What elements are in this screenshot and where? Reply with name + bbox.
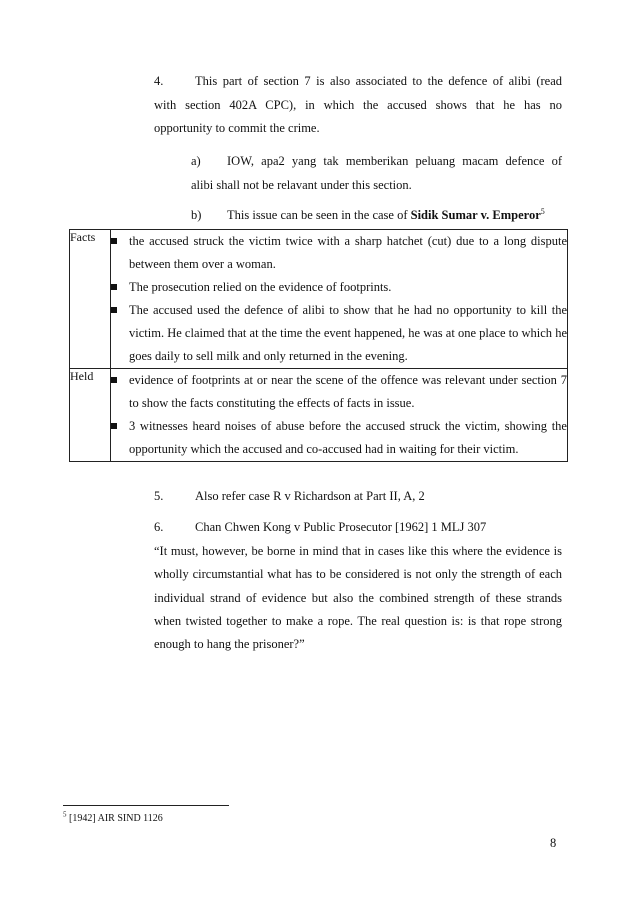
item-5	[154, 485, 425, 509]
held-text: evidence of footprints at or near the scene of the offence was relevant under section 7 to show the facts constituting the effects of facts in issue.	[129, 373, 567, 410]
facts-cell	[111, 230, 568, 369]
page-number: 8	[550, 836, 557, 850]
bullet-square-icon	[111, 238, 117, 244]
item-4-line2: with section 402A CPC), in which the accused shows that he has no	[154, 97, 562, 112]
item-6-number: 6.	[154, 520, 164, 534]
item-a-label: a)	[191, 154, 201, 168]
item-a-line1: IOW, apa2 yang tak memberikan peluang macam defence of	[227, 154, 562, 168]
held-bullet	[111, 415, 567, 461]
item-b-text: This issue can be seen in the case of	[227, 208, 411, 222]
item-a-line2: alibi shall not be relavant under this section.	[191, 177, 412, 192]
facts-row	[70, 230, 568, 369]
item-4	[154, 70, 562, 141]
item-6-text: Chan Chwen Kong v Public Prosecutor [1962] 1 MLJ 307	[195, 520, 487, 534]
bullet-square-icon	[111, 423, 117, 429]
held-cell	[111, 369, 568, 462]
held-text: 3 witnesses heard noises of abuse before the accused struck the victim, showing the opportunity which the accused and co-accused had in waiting for their victim.	[129, 419, 567, 456]
facts-bullet	[111, 230, 567, 276]
footnote	[63, 810, 163, 824]
facts-text: The prosecution relied on the evidence of footprints.	[129, 280, 392, 294]
item-4-line1: This part of section 7 is also associated to the defence of alibi (read	[195, 74, 562, 88]
held-bullet	[111, 369, 567, 415]
facts-bullet	[111, 276, 567, 299]
item-a	[191, 150, 562, 197]
held-row	[70, 369, 568, 462]
item-4-line3: opportunity to commit the crime.	[154, 121, 320, 135]
footnote-ref: 5	[540, 206, 545, 216]
court-quote: “It must, however, be borne in mind that in cases like this where the evidence is wholly circumstantial what has to be considered is not only the strength of each individual strand of evidence but also the combined strength of these strands when twisted together to make a rope. The real question is: is that rope strong enough to hang the prisoner?”	[154, 544, 562, 652]
bullet-square-icon	[111, 307, 117, 313]
item-6	[154, 516, 486, 540]
item-5-number: 5.	[154, 489, 164, 503]
item-4-number: 4.	[154, 74, 164, 88]
facts-text: the accused struck the victim twice with a sharp hatchet (cut) due to a long dispute between them over a woman.	[129, 234, 567, 271]
bullet-square-icon	[111, 284, 117, 290]
item-5-text: Also refer case R v Richardson at Part II, A, 2	[195, 489, 425, 503]
held-header: Held	[70, 369, 111, 462]
facts-bullet	[111, 299, 567, 368]
item-b-label: b)	[191, 208, 202, 222]
facts-held-table	[69, 229, 568, 462]
bullet-square-icon	[111, 377, 117, 383]
item-b	[191, 204, 571, 228]
footnote-text: [1942] AIR SIND 1126	[66, 813, 163, 824]
facts-text: The accused used the defence of alibi to show that he had no opportunity to kill the victim. He claimed that at the time the event happened, he was at one place to which he goes daily to sell milk and only returned in the evening.	[129, 303, 567, 363]
case-name: Sidik Sumar v. Emperor	[410, 208, 541, 222]
facts-header: Facts	[70, 230, 111, 369]
footnote-number: 5	[63, 810, 67, 819]
footnote-rule	[63, 805, 229, 806]
